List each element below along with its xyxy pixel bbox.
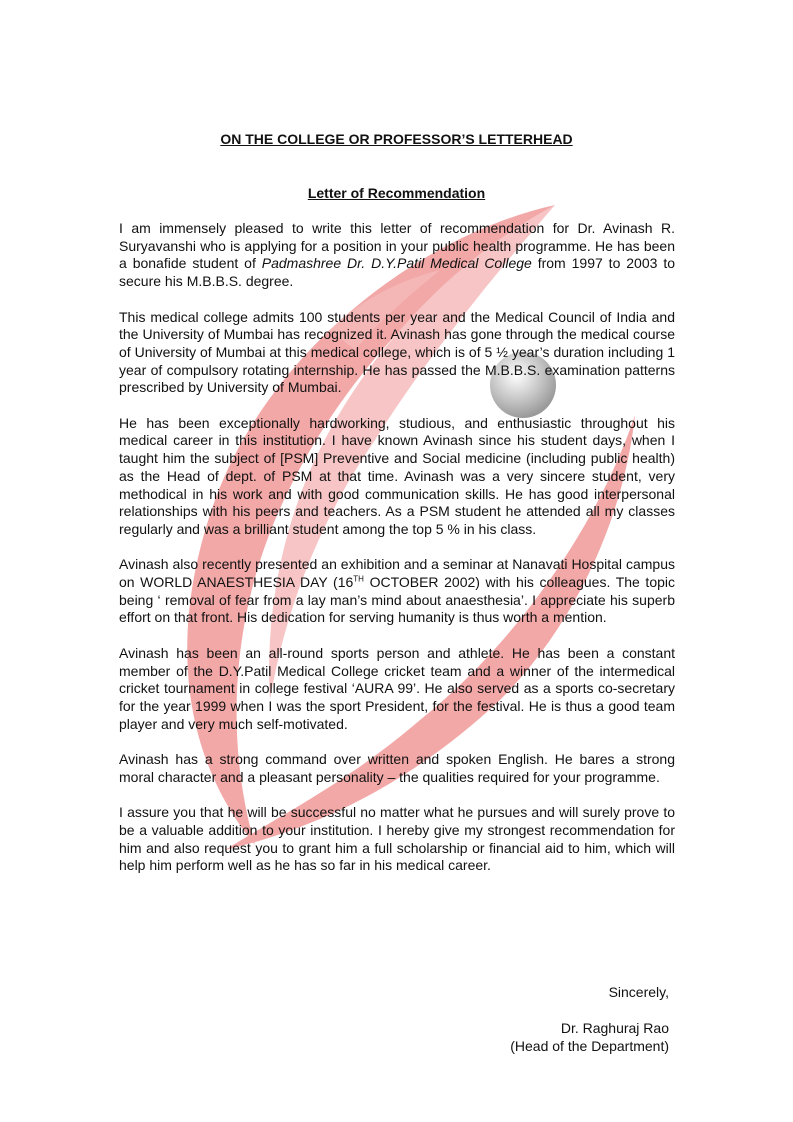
college-name: Padmashree Dr. D.Y.Patil Medical College <box>261 255 532 272</box>
paragraph-college: This medical college admits 100 students per year and the Medical Council of India and the University of Mumbai has recognized it. Avinash has gone through the medical course of University of Mumbai at this medical college, which is of 5 ½ year’s duration including 1 year of compulsory rotating internship. He has passed the M.B.B.S. examination patterns prescribed by University of Mumbai. <box>119 308 675 396</box>
paragraph-recommendation: I assure you that he will be successful no matter what he pursues and will surely prove to be a valuable addition to your institution. I hereby give my strongest recommendation for him and also request you to grant him a full scholarship or financial aid to him, which will help him perform well as he has so far in his medical career. <box>119 804 675 874</box>
closing: Sincerely, <box>608 984 669 1000</box>
letterhead-note: ON THE COLLEGE OR PROFESSOR’S LETTERHEAD <box>220 131 573 147</box>
signature-block <box>510 1019 669 1055</box>
signatory-position: (Head of the Department) <box>510 1038 669 1054</box>
paragraph-english: Avinash has a strong command over written and spoken English. He bares a strong moral character and a pleasant personality – the qualities required for your programme. <box>119 751 675 785</box>
letter-title: Letter of Recommendation <box>307 185 486 201</box>
paragraph-sports: Avinash has been an all-round sports person and athlete. He has been a constant member of the D.Y.Patil Medical College cricket team and a winner of the intermedical cricket tournament in college festival ‘AURA 99’. He also served as a sports co-secretary for the year 1999 when I was the sport President, for the festival. He is thus a good team player and very much self-motivated. <box>119 644 675 732</box>
paragraph-intro: I am immensely pleased to write this letter of recommendation for Dr. Avinash R. Suryavanshi who is applying for a position in your public health programme. He has been a bonafide student of Padmashree Dr. D.Y.Patil Medical College from 1997 to 2003 to secure his M.B.B.S. degree. <box>119 220 675 290</box>
letter-body <box>119 220 675 893</box>
paragraph-academics: He has been exceptionally hardworking, studious, and enthusiastic throughout his medical career in this institution. I have known Avinash since his student days, when I taught him the subject of [PSM] Preventive and Social medicine (including public health) as the Head of dept. of PSM at that time. Avinash was a very sincere student, very methodical in his work and with good communication skills. He has good interpersonal relationships with his peers and teachers. As a PSM student he attended all my classes regularly and was a brilliant student among the top 5 % in his class. <box>119 414 675 537</box>
paragraph-exhibition: Avinash also recently presented an exhibition and a seminar at Nanavati Hospital campus on WORLD ANAESTHESIA DAY (16TH OCTOBER 2002) with his colleagues. The topic being ‘ removal of fear from a lay man’s mind about anaesthesia’. I appreciate his superb effort on that front. His dedication for serving humanity is thus worth a mention. <box>119 556 676 626</box>
signatory-name: Dr. Raghuraj Rao <box>560 1020 669 1036</box>
